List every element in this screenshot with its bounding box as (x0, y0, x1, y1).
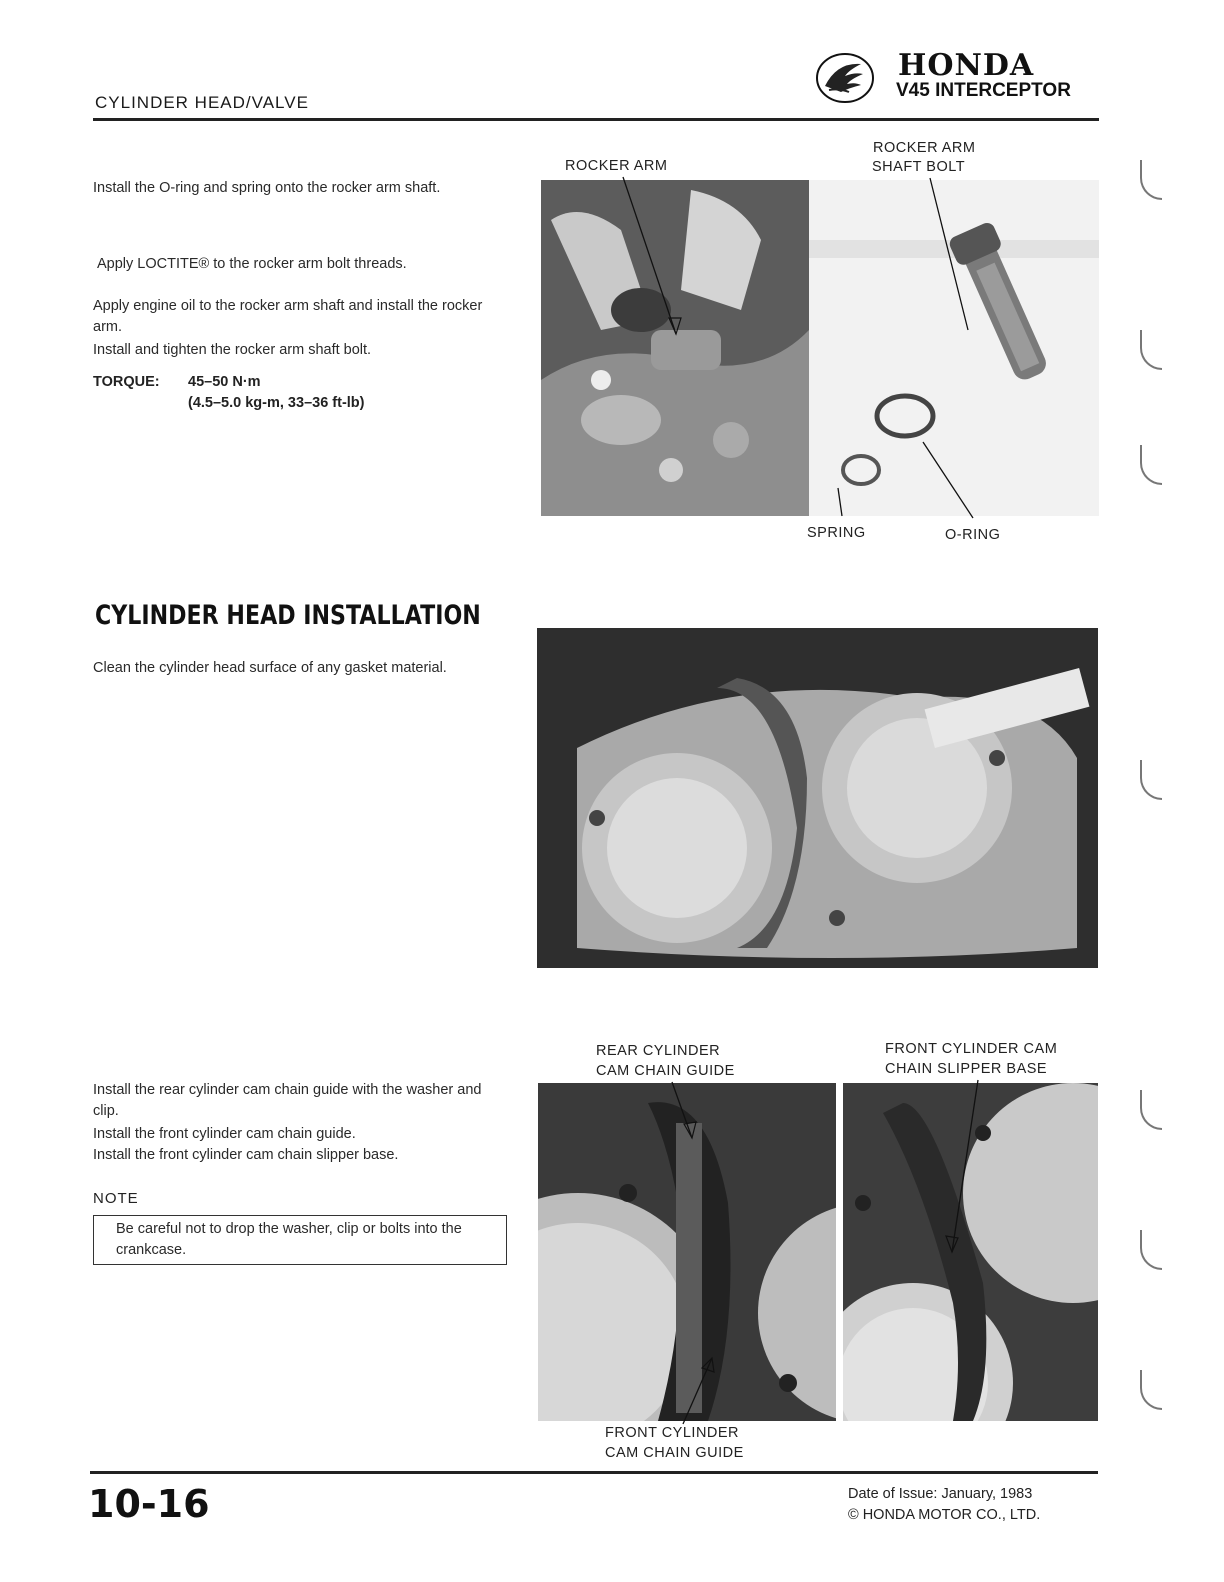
step3-paragraph-2: Install the front cylinder cam chain guide. (93, 1126, 356, 1142)
step1-paragraph-4: Install and tighten the rocker arm shaft bolt. (93, 342, 372, 358)
step3-paragraph-1: Install the rear cylinder cam chain guide with the washer and clip. (93, 1082, 482, 1119)
step1-paragraph-2: Apply LOCTITE® to the rocker arm bolt threads. (97, 256, 407, 272)
rear-guide-label-1: REAR CYLINDER (596, 1043, 721, 1059)
note-text: Be careful not to drop the washer, clip or bolts into the crankcase. (116, 1221, 462, 1258)
front-guide-label-2: CAM CHAIN GUIDE (605, 1445, 744, 1461)
section-header: CYLINDER HEAD/VALVE (95, 93, 309, 112)
footer-info (848, 1484, 1040, 1526)
note-label: NOTE (93, 1190, 139, 1207)
torque-value: 45–50 N·m (188, 374, 261, 390)
rear-guide-label-2: CAM CHAIN GUIDE (596, 1063, 735, 1079)
step1-paragraph-3: Apply engine oil to the rocker arm shaft and install the rocker arm. (93, 298, 483, 335)
spring-label: SPRING (807, 525, 866, 541)
step3-paragraph-3: Install the front cylinder cam chain slipper base. (93, 1147, 399, 1163)
front-guide-label-1: FRONT CYLINDER (605, 1425, 740, 1441)
date-of-issue: Date of Issue: January, 1983 (848, 1486, 1033, 1502)
o-ring-label: O-RING (945, 527, 1001, 543)
model-name: V45 INTERCEPTOR (896, 80, 1071, 101)
rocker-arm-shaft-bolt-label-2: SHAFT BOLT (872, 159, 966, 175)
section-title: CYLINDER HEAD INSTALLATION (95, 600, 481, 631)
rocker-arm-label: ROCKER ARM (565, 158, 668, 174)
step1-paragraph-1: Install the O-ring and spring onto the rocker arm shaft. (93, 180, 441, 196)
page-number: 10-16 (88, 1482, 210, 1526)
footer-rule (90, 1471, 1098, 1474)
front-slipper-label-2: CHAIN SLIPPER BASE (885, 1061, 1048, 1077)
rocker-arm-shaft-bolt-label-1: ROCKER ARM (873, 140, 976, 156)
torque-label: TORQUE: (93, 374, 160, 390)
torque-alt-units: (4.5–5.0 kg-m, 33–36 ft-lb) (188, 395, 365, 411)
copyright: © HONDA MOTOR CO., LTD. (848, 1507, 1041, 1523)
brand-name: HONDA (898, 48, 1035, 83)
section-paragraph: Clean the cylinder head surface of any gasket material. (93, 660, 447, 676)
front-slipper-label-1: FRONT CYLINDER CAM (885, 1041, 1058, 1057)
